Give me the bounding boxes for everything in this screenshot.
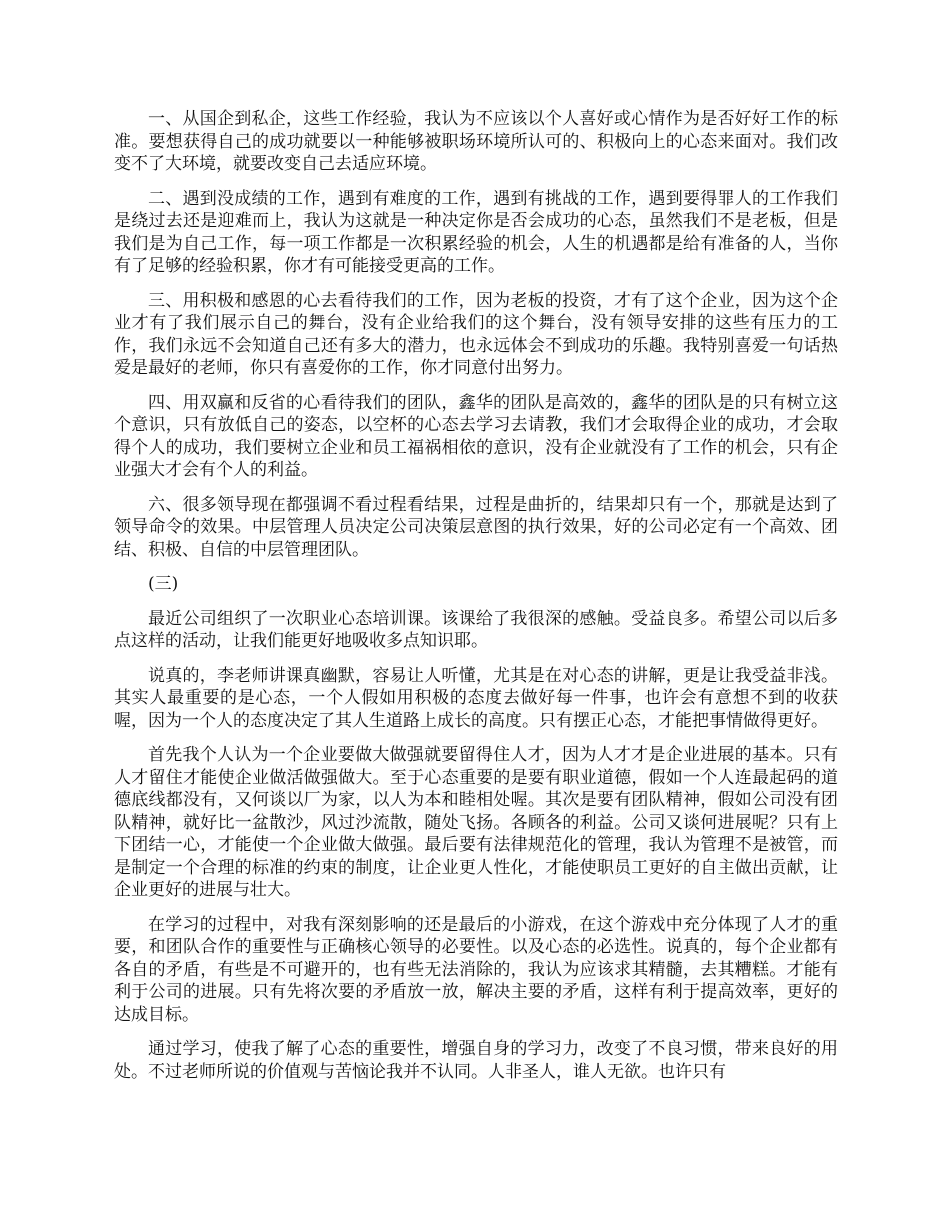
paragraph-game: 在学习的过程中，对我有深刻影响的还是最后的小游戏，在这个游戏中充分体现了人才的重要，和团队合作的重要性与正确核心领导的必要性。以及心态的必选性。说真的，每个企业都有各自的矛盾，有些是不可避开的，也有些无法消除的，我认为应该求其精髓，去其糟糕。才能有利于公司的进展。只有先将次要的矛盾放一放，解决主要的矛盾，这样有利于提高效率，更好的达成目标。 xyxy=(114,914,838,1025)
paragraph-1: 一、从国企到私企，这些工作经验，我认为不应该以个人喜好或心情作为是否好好工作的标准。要想获得自己的成功就要以一种能够被职场环境所认可的、积极向上的心态来面对。我们改变不了大环境，就要改变自己去适应环境。 xyxy=(114,109,838,174)
paragraph-3: 三、用积极和感恩的心去看待我们的工作，因为老板的投资，才有了这个企业，因为这个企业才有了我们展示自己的舞台，没有企业给我们的这个舞台，没有领导安排的这些有压力的工作，我们永远不会知道自己还有多大的潜力，也永远体会不到成功的乐趣。我特别喜爱一句话热爱是最好的老师，你只有喜爱你的工作，你才同意付出努力。 xyxy=(114,290,838,378)
paragraph-6: 六、很多领导现在都强调不看过程看结果，过程是曲折的，结果却只有一个，那就是达到了领导命令的效果。中层管理人员决定公司决策层意图的执行效果，好的公司必定有一个高效、团结、积极、自信的中层管理团队。 xyxy=(114,494,838,560)
paragraph-4: 四、用双赢和反省的心看待我们的团队，鑫华的团队是高效的，鑫华的团队是的只有树立这个意识，只有放低自己的姿态，以空杯的心态去学习去请教，我们才会取得企业的成功，才会取得个人的成功，我们要树立企业和员工福祸相依的意识，没有企业就没有了工作的机会，只有企业强大才会有个人的利益。 xyxy=(114,392,838,480)
document-body xyxy=(114,108,838,1095)
section-heading: (三) xyxy=(148,574,179,594)
paragraph-2: 二、遇到没成绩的工作，遇到有难度的工作，遇到有挑战的工作，遇到要得罪人的工作我们是绕过去还是迎难而上，我认为这就是一种决定你是否会成功的心态，虽然我们不是老板，但是我们是为自己工作，每一项工作都是一次积累经验的机会，人生的机遇都是给有准备的人，当你有了足够的经验积累，你才有可能接受更高的工作。 xyxy=(114,188,838,276)
paragraph-summary: 通过学习，使我了解了心态的重要性，增强自身的学习力，改变了不良习惯，带来良好的用处。不过老师所说的价值观与苦恼论我并不认同。人非圣人，谁人无欲。也许只有 xyxy=(114,1039,838,1082)
paragraph-intro: 最近公司组织了一次职业心态培训课。该课给了我很深的感触。受益良多。希望公司以后多点这样的活动，让我们能更好地吸收多点知识耶。 xyxy=(114,608,838,651)
paragraph-talent: 首先我个人认为一个企业要做大做强就要留得住人才，因为人才才是企业进展的基本。只有人才留住才能使企业做活做强做大。至于心态重要的是要有职业道德，假如一个人连最起码的道德底线都没有，又何谈以厂为家，以人为本和睦相处喔。其次是要有团队精神，假如公司没有团队精神，就好比一盆散沙，风过沙流散，随处飞扬。各顾各的利益。公司又谈何进展呢？只有上下团结一心，才能使一个企业做大做强。最后要有法律规范化的管理，我认为管理不是被管，而是制定一个合理的标准的约束的制度，让企业更人性化，才能使职员工更好的自主做出贡献，让企业更好的进展与壮大。 xyxy=(114,745,838,900)
paragraph-teacher: 说真的，李老师讲课真幽默，容易让人听懂，尤其是在对心态的讲解，更是让我受益非浅。其实人最重要的是心态，一个人假如用积极的态度去做好每一件事，也许会有意想不到的收获喔，因为一个人的态度决定了其人生道路上成长的高度。只有摆正心态，才能把事情做得更好。 xyxy=(114,665,838,731)
